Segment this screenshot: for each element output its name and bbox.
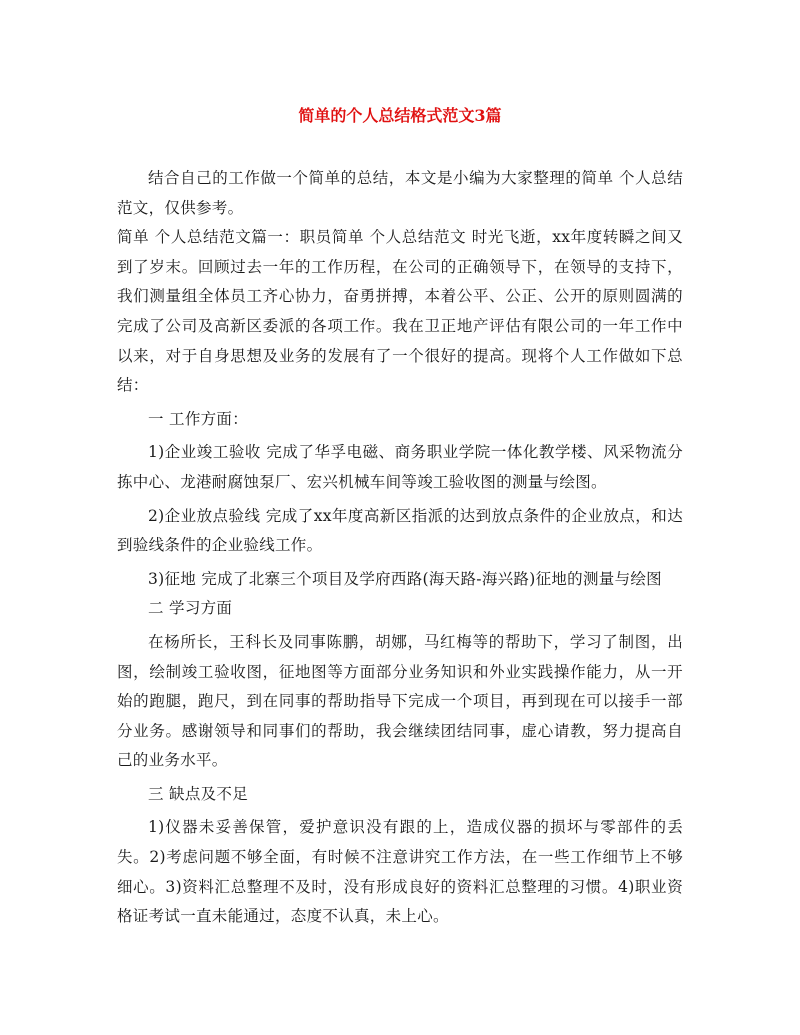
work-item-3: 3)征地 完成了北寨三个项目及学府西路(海天路-海兴路)征地的测量与绘图 (148, 569, 662, 588)
section-heading-work: 一 工作方面： (148, 409, 249, 428)
document-body (117, 164, 683, 932)
study-paragraph: 在杨所长，王科长及同事陈鹏，胡娜，马红梅等的帮助下，学习了制图，出图，绘制竣工验收图，征地图等方面部分业务知识和外业实践操作能力，从一开始的跑腿，跑尺，到在同事的帮助指导下完成一个项目，再到现在可以接手一部分业务。感谢领导和同事们的帮助，我会继续团结同事，虚心请教，努力提高自己的业务水平。 (117, 632, 683, 770)
section-heading-study: 二 学习方面 (148, 599, 233, 618)
work-item-1: 1)企业竣工验收 完成了华孚电磁、商务职业学院一体化教学楼、风采物流分拣中心、龙港耐腐蚀泵厂、宏兴机械车间等竣工验收图的测量与绘图。 (117, 443, 683, 491)
work-item-2: 2)企业放点验线 完成了xx年度高新区指派的达到放点条件的企业放点，和达到验线条件的企业验线工作。 (117, 506, 683, 555)
section-heading-shortcomings: 三 缺点及不足 (148, 784, 249, 803)
document-title: 简单的个人总结格式范文3篇 (298, 106, 502, 125)
intro-paragraph: 结合自己的工作做一个简单的总结，本文是小编为大家整理的简单 个人总结范文，仅供参考。 (117, 169, 683, 217)
article-one-paragraph: 简单 个人总结范文篇一：职员简单 个人总结范文 时光飞逝，xx年度转瞬之间又到了岁末。回顾过去一年的工作历程，在公司的正确领导下，在领导的支持下，我们测量组全体员工齐心协力，奋勇拼搏，本着公平、公正、公开的原则圆满的完成了公司及高新区委派的各项工作。我在卫正地产评估有限公司的一年工作中以来，对于自身思想及业务的发展有了一个很好的提高。现将个人工作做如下总结： (117, 228, 683, 395)
shortcomings-paragraph: 1)仪器未妥善保管，爱护意识没有跟的上，造成仪器的损坏与零部件的丢失。2)考虑问题不够全面，有时候不注意讲究工作方法，在一些工作细节上不够细心。3)资料汇总整理不及时，没有形成良好的资料汇总整理的习惯。4)职业资格证考试一直未能通过，态度不认真，未上心。 (117, 818, 683, 926)
